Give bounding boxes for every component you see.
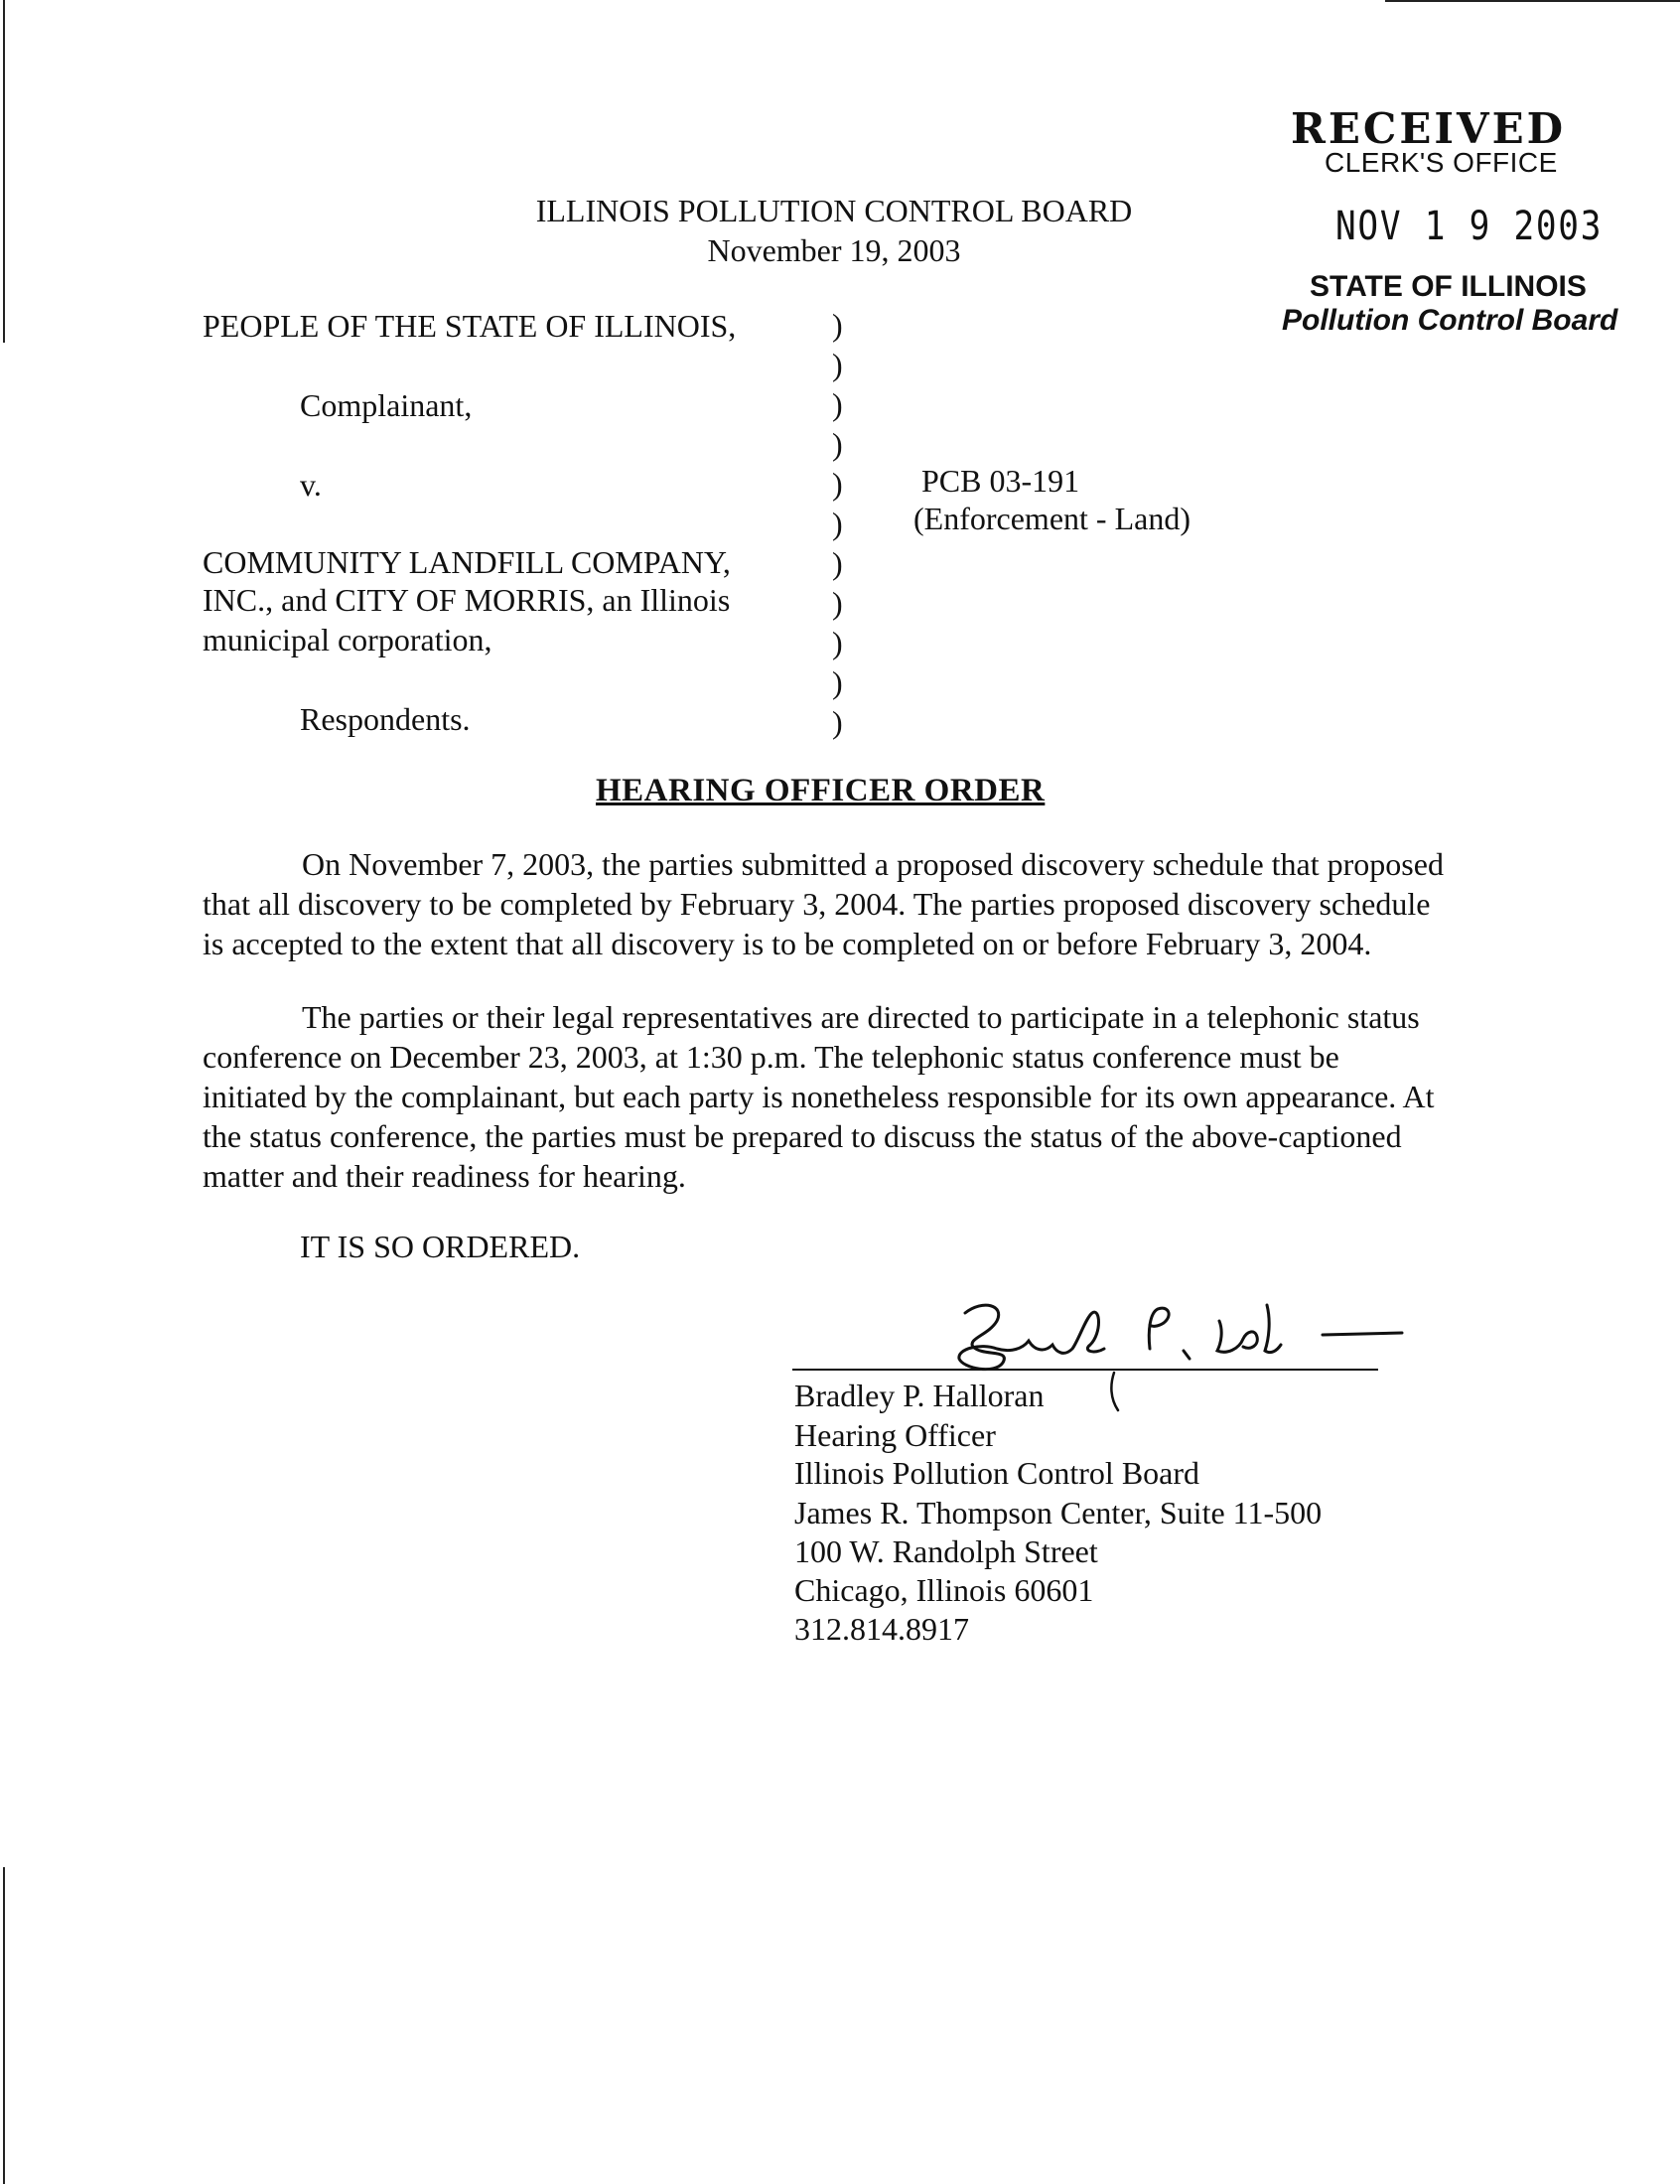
caption-respondents: Respondents.	[300, 701, 471, 737]
caption-paren: )	[832, 426, 843, 462]
paragraph-line: matter and their readiness for hearing.	[203, 1158, 686, 1194]
stamp-date: NOV 1 9 2003	[1335, 204, 1604, 249]
stamp-clerks-office: CLERK'S OFFICE	[1325, 147, 1558, 178]
scan-edge-top	[1385, 0, 1680, 2]
order-paragraph-1	[203, 844, 1493, 963]
case-type: (Enforcement - Land)	[913, 501, 1190, 536]
caption-complainant: Complainant,	[300, 387, 473, 423]
paragraph-line: conference on December 23, 2003, at 1:30 p.m. The telephonic status conference must be	[203, 1039, 1339, 1075]
caption-paren: )	[832, 386, 843, 422]
signer-address2: 100 W. Randolph Street	[794, 1533, 1098, 1569]
scan-edge-left-lower	[3, 1867, 5, 2184]
caption-respondent-line1: COMMUNITY LANDFILL COMPANY,	[203, 544, 731, 580]
scan-edge-left	[3, 0, 5, 343]
caption-people: PEOPLE OF THE STATE OF ILLINOIS,	[203, 308, 737, 344]
order-closing: IT IS SO ORDERED.	[300, 1229, 581, 1264]
agency-heading: ILLINOIS POLLUTION CONTROL BOARD	[535, 193, 1133, 228]
signer-city: Chicago, Illinois 60601	[794, 1572, 1094, 1608]
order-date: November 19, 2003	[707, 232, 961, 268]
caption-paren: )	[832, 545, 843, 581]
signature-line	[792, 1369, 1378, 1371]
paragraph-line: initiated by the complainant, but each party is nonetheless responsible for its own appearance. At	[203, 1079, 1435, 1114]
caption-respondent-line2: INC., and CITY OF MORRIS, an Illinois	[203, 582, 731, 618]
stamp-state: STATE OF ILLINOIS	[1310, 270, 1587, 303]
caption-paren: )	[832, 585, 843, 621]
case-number: PCB 03-191	[921, 463, 1080, 499]
caption-paren: )	[832, 506, 843, 541]
caption-v: v.	[300, 467, 322, 503]
paragraph-line: the status conference, the parties must be prepared to discuss the status of the above-captioned	[203, 1118, 1402, 1154]
caption-paren: )	[832, 704, 843, 740]
stamp-board: Pollution Control Board	[1282, 304, 1618, 337]
order-paragraph-2	[203, 997, 1493, 1196]
stamp-received-text: RECEIVED	[1291, 104, 1567, 153]
paragraph-line: The parties or their legal representatives are directed to participate in a telephonic status	[302, 999, 1420, 1035]
order-title: HEARING OFFICER ORDER	[596, 773, 1046, 808]
signer-name: Bradley P. Halloran	[794, 1378, 1045, 1413]
signer-address1: James R. Thompson Center, Suite 11-500	[794, 1495, 1323, 1530]
paragraph-line: is accepted to the extent that all discovery is to be completed on or before February 3, 2004.	[203, 926, 1372, 961]
signer-title: Hearing Officer	[794, 1417, 996, 1453]
signer-org: Illinois Pollution Control Board	[794, 1455, 1200, 1491]
caption-respondent-line3: municipal corporation,	[203, 622, 492, 657]
signer-phone: 312.814.8917	[794, 1611, 969, 1647]
paragraph-line: On November 7, 2003, the parties submitted a proposed discovery schedule that proposed	[302, 846, 1444, 882]
caption-paren: )	[832, 625, 843, 660]
caption-paren: )	[832, 347, 843, 382]
paragraph-line: that all discovery to be completed by February 3, 2004. The parties proposed discovery schedule	[203, 886, 1431, 922]
caption-paren: )	[832, 664, 843, 700]
caption-paren: )	[832, 307, 843, 343]
caption-paren: )	[832, 466, 843, 502]
